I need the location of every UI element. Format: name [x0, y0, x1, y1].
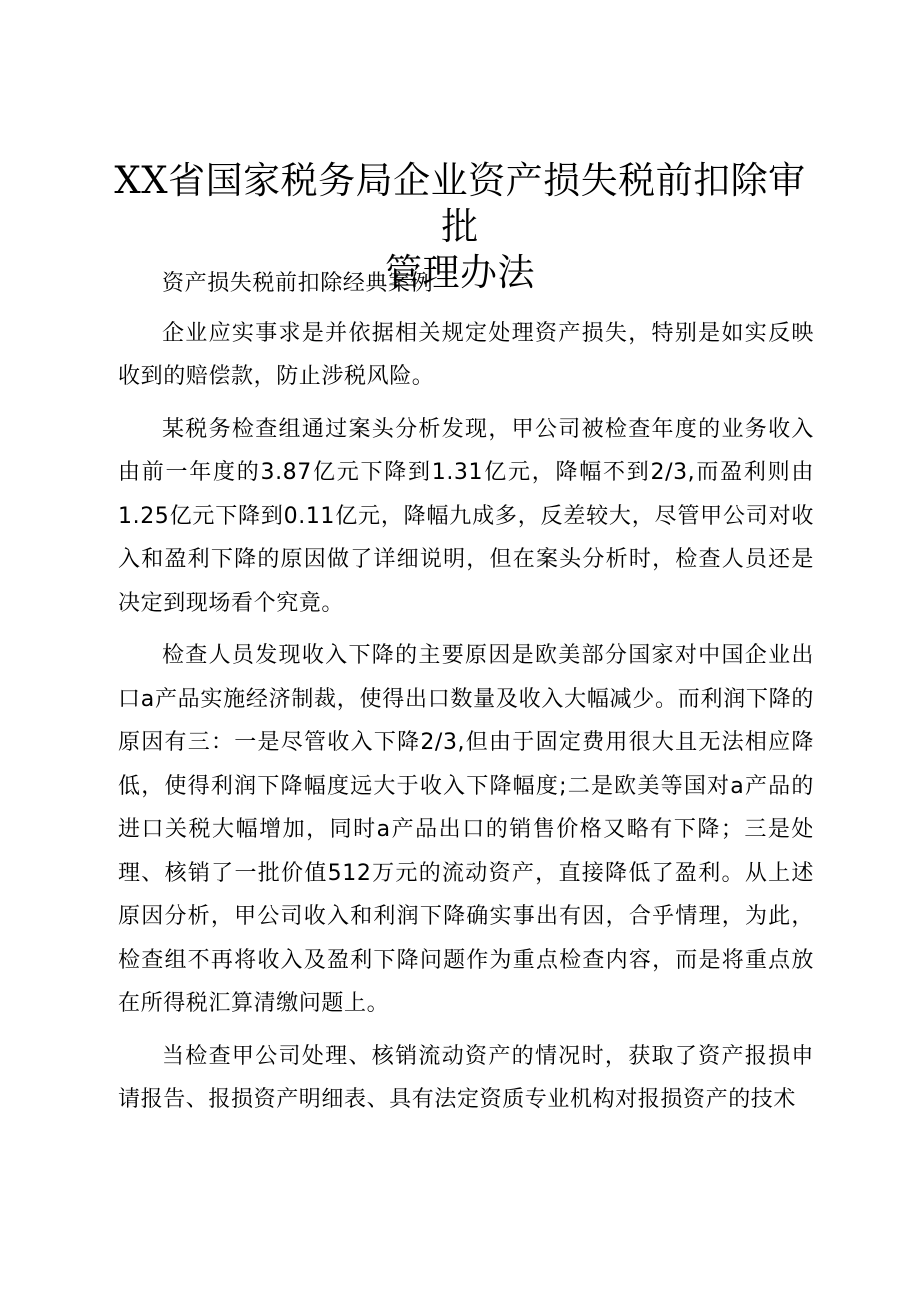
title-line-1: XX省国家税务局企业资产损失税前扣除审批	[114, 159, 806, 248]
title-line-2: 管理办法	[385, 251, 535, 294]
paragraph-2: 某税务检查组通过案头分析发现，甲公司被检查年度的业务收入由前一年度的3.87亿元下降到1.31亿元，降幅不到2/3,而盈利则由1.25亿元下降到0.11亿元，降幅九成多，反差较大，尽管甲公司对收入和盈利下降的原因做了详细说明，但在案头分析时，检查人员还是决定到现场看个究竟。	[118, 416, 814, 616]
section-subtitle: 资产损失税前扣除经典案例	[162, 271, 434, 296]
paragraph-3: 检查人员发现收入下降的主要原因是欧美部分国家对中国企业出口a产品实施经济制裁，使得出口数量及收入大幅减少。而利润下降的原因有三：一是尽管收入下降2/3,但由于固定费用很大且无法相应降低，使得利润下降幅度远大于收入下降幅度;二是欧美等国对a产品的进口关税大幅增加，同时a产品出口的销售价格又略有下降；三是处理、核销了一批价值512万元的流动资产，直接降低了盈利。从上述原因分析，甲公司收入和利润下降确实事出有因，合乎情理，为此，检查组不再将收入及盈利下降问题作为重点检查内容，而是将重点放在所得税汇算清缴问题上。	[118, 643, 814, 1016]
paragraph-1: 企业应实事求是并依据相关规定处理资产损失，特别是如实反映收到的赔偿款，防止涉税风险。	[118, 320, 814, 389]
document-body	[118, 262, 814, 1131]
paragraph-4: 当检查甲公司处理、核销流动资产的情况时，获取了资产报损申请报告、报损资产明细表、具有法定资质专业机构对报损资产的技术	[118, 1043, 814, 1112]
